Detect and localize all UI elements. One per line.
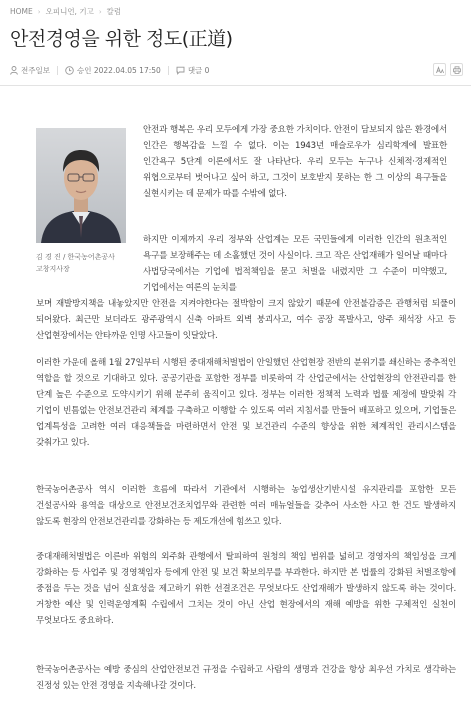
article-title: 안전경영을 위한 정도(正道) [10,28,233,50]
text-size-icon [436,66,444,74]
article-tools [433,63,463,76]
user-icon [10,66,18,75]
article-paragraph: 보며 재발방지책을 내놓았지만 안전을 지켜야한다는 절박함이 크지 않았기 때문에 안전불감증은 관행처럼 되풀이 되어왔다. 최근만 보더라도 광주광역시 신축 아파트 외벽 붕괴사고, 여수 공장 폭발사고, 양주 채석장 사고 등 산업현장에서는 안타까운 인명 사고들이 잇달았다. [36,299,456,341]
print-icon [453,66,461,74]
article-paragraph: 이러한 가운데 올해 1월 27일부터 시행된 중대재해처벌법이 안일했던 산업현장 전반의 분위기를 쇄신하는 중추적인 역할을 할 것으로 기대하고 있다. 공공기관을 포함한 정부를 비롯하여 각 산업군에서는 산업현장의 안전관리를 한 단계 높은 수준으로 도약시키기 위해 분주히 움직이고 있다. 정부는 이러한 정책적 노력과 법률 제정에 발맞춰 각 기업이 빈틈없는 안전보건관리 체계를 구축하고 이행할 수 있도록 여러 지침서를 만들어 배포하고 있으며, 기업들은 업계특성을 고려한 여러 대응책들을 마련하면서 안전 및 보건관리 수준의 향상을 위한 체계적인 관리시스템을 갖춰가고 있다. [36,358,456,448]
columnist-photo [36,128,126,243]
article-paragraph: 안전과 행복은 우리 모두에게 가장 중요한 가치이다. 안전이 담보되지 않은 환경에서 인간은 행복감을 느낄 수 없다. 이는 1943년 매슬로우가 심리학계에 발표한 인간욕구 5단계 이론에서도 잘 나타난다. 우리 모두는 누구나 신체적·경제적인 위협으로부터 벗어나고 싶어 하고, 그것이 보호받지 못하는 한 그 이상의 욕구들을 실현시키는 데 문제가 따를 수밖에 없다. [143,125,447,199]
publish-date [65,65,161,76]
meta-divider [168,66,169,75]
clock-icon [65,66,74,75]
article-paragraph: 한국농어촌공사 역시 이러한 흐름에 따라서 기관에서 시행하는 농업생산기반시설 유지관리를 포함한 모든 건설공사와 용역을 대상으로 안전보건조치업무와 관련한 여러 매뉴얼들을 갖추어 사소한 사고 한 건도 발생하지 않도록 현장의 안전보건관리를 강화하는 등 제도개선에 힘쓰고 있다. [36,485,456,527]
author-name[interactable]: 전주일보 [21,66,50,75]
meta-divider [57,66,58,75]
portrait-image [36,128,126,243]
caption-line: 김 경 진 / 한국농어촌공사 [36,253,115,261]
breadcrumb-sub[interactable]: 칼럼 [106,7,122,16]
breadcrumb [10,6,121,17]
author [10,65,50,76]
article-paragraph: 중대재해처벌법은 이른바 위험의 외주화 관행에서 탈피하여 원청의 책임 범위를 넓히고 경영자의 책임성을 크게 강화하는 등 사업주 및 경영책임자 등에게 안전 및 보건 확보의무를 부과한다. 하지만 본 법률의 강화된 처벌조항에 중점을 두는 것을 넘어 실효성을 제고하기 위한 선결조건은 무엇보다도 산업재해가 발생하지 않도록 하는 것이다. 거창한 예산 및 인력운영계획 수립에서 그치는 것이 아닌 산업 현장에서의 재해 예방을 위한 구체적인 실천이 무엇보다도 중요하다. [36,552,456,626]
article-meta [10,65,209,76]
chevron-right-icon: › [37,7,41,16]
article-paragraph: 하지만 이제까지 우리 정부와 산업계는 모든 국민들에게 이러한 인간의 원초적인 욕구를 보장해주는 데 소홀했던 것이 사실이다. 크고 작은 산업재해가 일어날 때마다 사법당국에서는 기업에 법적책임을 묻고 처벌을 내렸지만 그 수준이 미약했고, 기업에서는 여론의 눈치를 [143,235,447,293]
breadcrumb-section[interactable]: 오피니언, 기고 [45,7,94,16]
article-paragraph: 한국농어촌공사는 예방 중심의 산업안전보건 규정을 수립하고 사람의 생명과 건강을 항상 최우선 가치로 생각하는 진정성 있는 안전 경영을 지속해나갈 것이다. [36,665,456,691]
comment-icon [176,66,185,75]
chevron-right-icon: › [98,7,102,16]
font-size-button[interactable] [433,63,446,76]
header-divider [0,85,471,86]
print-button[interactable] [450,63,463,76]
breadcrumb-home[interactable]: HOME [10,7,33,16]
comment-count-text[interactable]: 댓글 0 [187,66,210,75]
publish-date-text: 승인 2022.04.05 17:50 [76,66,161,75]
photo-caption [36,251,126,275]
columnist-photo-block [36,128,126,275]
caption-line: 고창지사장 [36,265,70,273]
comment-count[interactable] [176,65,210,76]
